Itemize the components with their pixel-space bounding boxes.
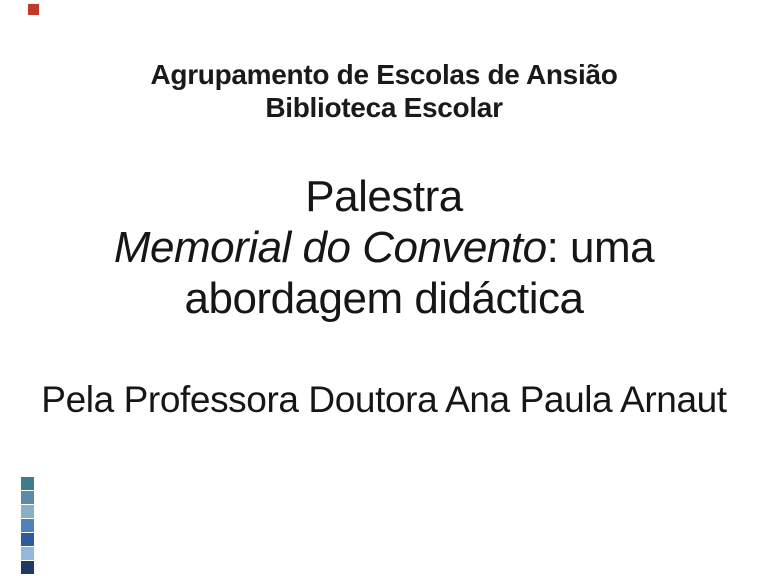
title-line-book — [0, 222, 768, 273]
color-chip — [21, 491, 34, 504]
color-chip — [21, 505, 34, 518]
color-chip — [21, 477, 34, 490]
title-line-book-rest: : uma — [546, 223, 655, 272]
title-line-palestra: Palestra — [305, 172, 463, 221]
header-line-library: Biblioteca Escolar — [265, 92, 503, 123]
slide-header — [0, 58, 768, 124]
presenter-line: Pela Professora Doutora Ana Paula Arnaut — [41, 379, 727, 420]
header-line-school: Agrupamento de Escolas de Ansião — [150, 59, 618, 90]
bottom-left-color-strip — [21, 477, 34, 574]
slide-title — [0, 171, 768, 324]
color-chip — [21, 547, 34, 560]
title-line-subtitle: abordagem didáctica — [184, 274, 584, 323]
color-chip — [21, 533, 34, 546]
color-chip — [21, 561, 34, 574]
color-chip — [21, 519, 34, 532]
top-left-color-square — [28, 4, 39, 15]
book-title-italic: Memorial do Convento — [113, 223, 547, 272]
